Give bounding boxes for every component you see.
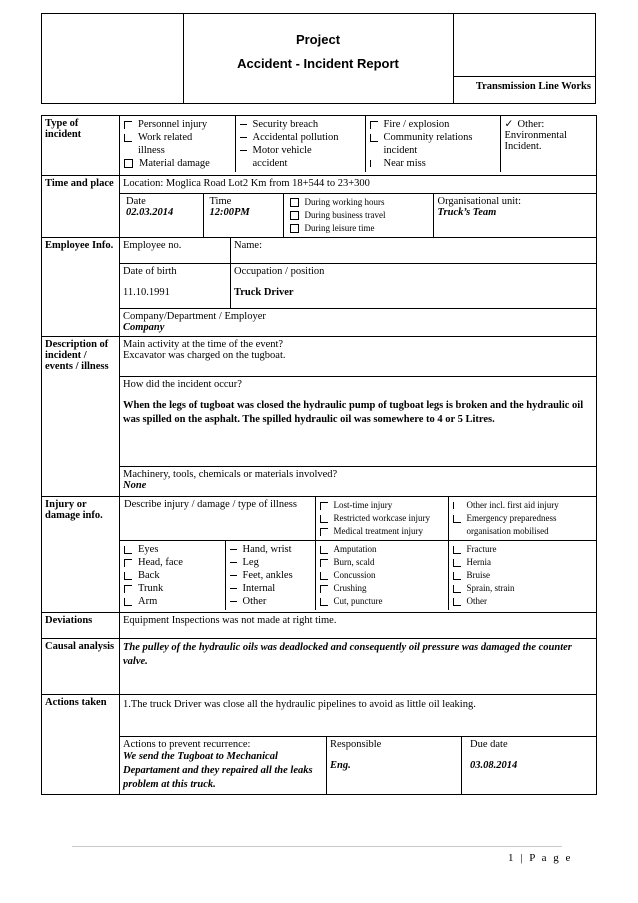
option-other: Other: Environmental Incident.: [504, 119, 567, 152]
activity-value: Excavator was charged on the tugboat.: [123, 350, 286, 361]
incident-type-label: Type of incident: [42, 116, 120, 176]
causal-value: The pulley of the hydraulic oils was deadlocked and consequently oil pressure was damaged the counter valve.: [120, 639, 597, 695]
occupation-label: Occupation / position: [234, 266, 325, 277]
checkbox-icon[interactable]: [370, 160, 378, 167]
org-label: Organisational unit:: [437, 196, 522, 207]
checkbox-icon[interactable]: [230, 549, 237, 550]
checkbox-icon[interactable]: [230, 601, 237, 602]
option-cut: Cut, puncture: [333, 596, 383, 606]
checkbox-icon[interactable]: [240, 124, 247, 125]
checkbox-icon[interactable]: [453, 515, 461, 523]
employee-no-label: Employee no.: [120, 238, 231, 264]
injury-treatment-table: [120, 497, 596, 540]
responsible-label: Responsible: [330, 739, 382, 750]
org-value: Truck’s Team: [437, 207, 497, 218]
option-leisure: During leisure time: [304, 223, 375, 233]
option-first-aid: Other incl. first aid injury: [466, 500, 559, 510]
how-value: When the legs of tugboat was closed the hydraulic pump of tugboat legs is broken and the hydraulic oil was spilled on the asphalt. The spilled hydraulic oil was somewhere to 4 or 5 Litres.: [123, 400, 584, 425]
checkbox-icon[interactable]: [453, 559, 461, 567]
option-concussion: Concussion: [333, 570, 376, 580]
company-label: Company/Department / Employer: [123, 311, 266, 322]
option-business-travel: During business travel: [304, 210, 386, 220]
time-value: 12:00PM: [209, 207, 250, 218]
option-crushing: Crushing: [333, 583, 367, 593]
checkbox-icon[interactable]: [124, 134, 132, 142]
option-community: Community relations incident: [383, 132, 473, 156]
company-value: Company: [123, 322, 165, 333]
activity-label: Main activity at the time of the event?: [123, 339, 284, 350]
time-place-label: Time and place: [42, 176, 120, 238]
option-fracture: Fracture: [466, 544, 497, 554]
option-fire: Fire / explosion: [383, 119, 450, 130]
deviations-value: Equipment Inspections was not made at right time.: [120, 613, 597, 639]
checkbox-icon[interactable]: [320, 598, 328, 606]
option-security-breach: Security breach: [252, 119, 319, 130]
employee-label: Employee Info.: [42, 238, 120, 337]
incident-type-options: [120, 116, 596, 172]
machinery-label: Machinery, tools, chemicals or materials involved?: [123, 469, 338, 480]
option-eyes: Eyes: [138, 544, 159, 555]
header-right-cell: [453, 14, 595, 103]
checkbox-icon[interactable]: [124, 585, 132, 593]
checkbox-icon[interactable]: [320, 515, 328, 523]
checkbox-icon[interactable]: [320, 572, 328, 580]
describe-injury-label: Describe injury / damage / type of illness: [124, 499, 297, 510]
option-accidental-pollution: Accidental pollution: [252, 132, 339, 143]
option-medical: Medical treatment injury: [333, 526, 423, 536]
page-number: 1 | P a g e: [508, 852, 573, 864]
checkbox-icon[interactable]: [320, 559, 328, 567]
checkbox-icon[interactable]: [124, 598, 132, 606]
checkbox-icon[interactable]: [124, 572, 132, 580]
option-hernia: Hernia: [466, 557, 491, 567]
checkbox-icon[interactable]: [320, 546, 328, 554]
option-arm: Arm: [138, 596, 158, 607]
option-other-injury: Other: [466, 596, 487, 606]
checkbox-icon[interactable]: [320, 502, 328, 510]
option-near-miss: Near miss: [383, 158, 426, 169]
checkbox-icon[interactable]: [290, 224, 299, 233]
checkbox-icon[interactable]: [370, 121, 378, 129]
option-trunk: Trunk: [138, 583, 164, 594]
header-logo-cell: [42, 14, 184, 103]
checkbox-icon[interactable]: [290, 211, 299, 220]
checkbox-icon[interactable]: [230, 562, 237, 563]
causal-label: Causal analysis: [42, 639, 120, 695]
option-feet: Feet, ankles: [242, 570, 293, 581]
option-bruise: Bruise: [466, 570, 490, 580]
checkmark-icon[interactable]: ✓: [504, 119, 514, 130]
machinery-value: None: [123, 480, 147, 491]
checkbox-icon[interactable]: [124, 546, 132, 554]
description-label: Description of incident / events / illness: [42, 337, 120, 497]
header-title-cell: [183, 14, 454, 103]
actions-value: 1.The truck Driver was close all the hydraulic pipelines to avoid as little oil leaking.: [120, 695, 597, 737]
option-leg: Leg: [242, 557, 259, 568]
checkbox-icon[interactable]: [240, 150, 247, 151]
footer-divider: [72, 846, 562, 847]
checkbox-icon[interactable]: [124, 159, 133, 168]
deviations-label: Deviations: [42, 613, 120, 639]
location: Location: Moglica Road Lot2 Km from 18+544 to 23+300: [120, 176, 597, 194]
option-work-illness: Work related illness: [138, 132, 193, 156]
report-table: [41, 115, 597, 795]
due-date-value: 03.08.2014: [470, 760, 518, 771]
checkbox-icon[interactable]: [453, 598, 461, 606]
actions-label: Actions taken: [42, 695, 120, 795]
occupation-value: Truck Driver: [234, 287, 294, 298]
checkbox-icon[interactable]: [370, 134, 378, 142]
option-sprain: Sprain, strain: [466, 583, 515, 593]
prevent-label: Actions to prevent recurrence:: [123, 739, 251, 750]
option-material-damage: Material damage: [139, 158, 210, 169]
checkbox-icon[interactable]: [453, 572, 461, 580]
option-emergency: Emergency preparedness organisation mobilised: [466, 513, 557, 536]
option-burn: Burn, scald: [333, 557, 375, 567]
option-restricted: Restricted workcase injury: [333, 513, 430, 523]
checkbox-icon[interactable]: [453, 546, 461, 554]
injury-body-table: [120, 541, 596, 610]
option-motor-vehicle: Motor vehicle accident: [252, 145, 312, 169]
dob-label: Date of birth: [123, 266, 177, 277]
date-label: Date: [126, 196, 146, 207]
dob-value: 11.10.1991: [123, 287, 170, 298]
prevent-value: We send the Tugboat to Mechanical Departament and they repaired all the leaks problem at this truck.: [123, 751, 313, 790]
option-back: Back: [138, 570, 160, 581]
checkbox-icon[interactable]: [320, 528, 328, 536]
time-place-details: [120, 194, 596, 237]
how-label: How did the incident occur?: [123, 379, 242, 390]
checkbox-icon[interactable]: [320, 585, 328, 593]
responsible-value: Eng.: [330, 760, 351, 771]
project-label: Project: [295, 32, 341, 47]
checkbox-icon[interactable]: [453, 585, 461, 593]
report-title: Accident - Incident Report: [237, 56, 399, 71]
option-working-hours: During working hours: [304, 197, 385, 207]
checkbox-icon[interactable]: [230, 588, 237, 589]
option-lost-time: Lost-time injury: [333, 500, 393, 510]
injury-label: Injury or damage info.: [42, 497, 120, 613]
checkbox-icon[interactable]: [290, 198, 299, 207]
checkbox-icon[interactable]: [240, 137, 247, 138]
checkbox-icon[interactable]: [453, 502, 461, 509]
option-internal: Internal: [242, 583, 276, 594]
report-header: [41, 13, 596, 104]
checkbox-icon[interactable]: [230, 575, 237, 576]
checkbox-icon[interactable]: [124, 559, 132, 567]
option-hand: Hand, wrist: [242, 544, 292, 555]
option-head: Head, face: [138, 557, 183, 568]
report-subtitle: Transmission Line Works: [453, 76, 595, 103]
date-value: 02.03.2014: [126, 207, 174, 218]
due-date-label: Due date: [470, 739, 508, 750]
option-other-body: Other: [242, 596, 267, 607]
checkbox-icon[interactable]: [124, 121, 132, 129]
option-personnel-injury: Personnel injury: [138, 119, 208, 130]
time-label: Time: [209, 196, 232, 207]
option-amputation: Amputation: [333, 544, 377, 554]
employee-name-label: Name:: [231, 238, 597, 264]
